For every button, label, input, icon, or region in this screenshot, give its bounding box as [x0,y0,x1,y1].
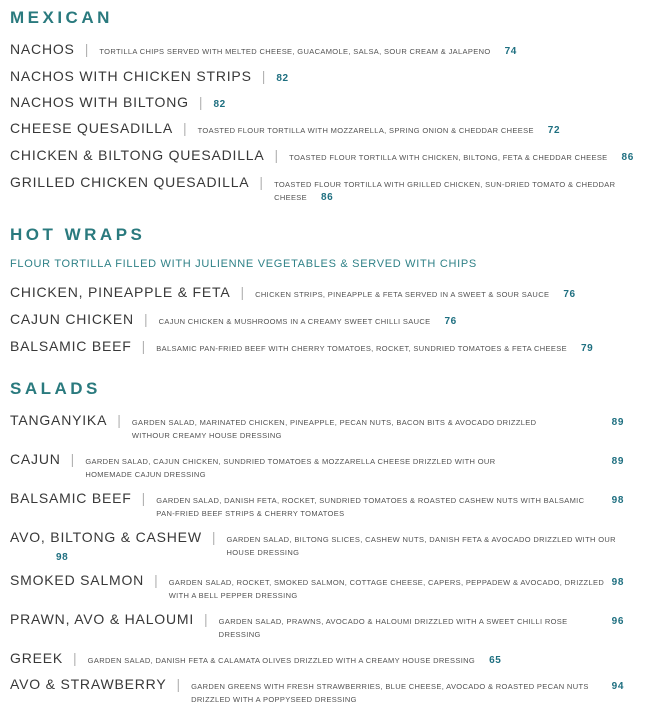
section-mexican [10,8,638,204]
section-salads [10,379,638,706]
item-name: SMOKED SALMON [10,572,145,588]
item-name: CHICKEN, PINEAPPLE & FETA [10,284,231,300]
divider-pipe: | [240,284,245,300]
item-description [226,533,638,559]
item-name: NACHOS WITH CHICKEN STRIPS [10,68,252,84]
divider-pipe: | [274,147,279,163]
item-description [132,416,577,442]
item-description-text: GARDEN SALAD, MARINATED CHICKEN, PINEAPPLE, PECAN NUTS, BACON BITS & AVOCADO DRIZZLED WITHOUR CREAMY HOUSE DRESSING [131,418,537,440]
item-description-text: TOASTED FLOUR TORTILLA WITH MOZZARELLA, SPRING ONION & CHEDDAR CHEESE [197,126,534,135]
item-description [99,45,517,58]
section-title: HOT WRAPS [10,225,146,244]
item-price: 98 [611,577,624,588]
menu-item-nachos-with-chicken-strips [10,68,638,84]
divider-pipe: | [204,611,208,627]
item-name: BALSAMIC BEEF [10,490,132,506]
section-title: MEXICAN [10,8,113,27]
item-name: CAJUN [10,451,61,467]
divider-pipe: | [141,490,146,506]
item-description-text: TOASTED FLOUR TORTILLA WITH GRILLED CHICKEN, SUN-DRIED TOMATO & CHEDDAR CHEESE [274,180,616,202]
item-price: 82 [276,73,289,84]
menu-item-nachos-with-biltong [10,94,638,110]
menu-item-grilled-chicken-quesadilla [10,174,638,204]
item-description-text: GARDEN SALAD, ROCKET, SMOKED SALMON, COTTAGE CHEESE, CAPERS, PEPPADEW & AVOCADO, DRIZZLED WITH A BELL PEPPER DRESSING [168,578,605,600]
menu-item-avo-strawberry [10,676,638,706]
item-name-column [10,530,202,563]
section-title: SALADS [10,379,101,398]
menu-item-greek [10,650,638,667]
menu-item-balsamic-beef [10,490,638,520]
item-name: TANGANYIKA [10,412,108,428]
item-name: AVO & STRAWBERRY [10,676,167,692]
divider-pipe: | [141,338,146,354]
item-description [159,315,457,328]
item-description [88,654,502,667]
item-description-text: CHICKEN STRIPS, PINEAPPLE & FETA SERVED IN A SWEET & SOUR SAUCE [255,290,550,299]
item-price: 89 [611,417,624,428]
divider-pipe: | [143,311,148,327]
item-description-text: GARDEN SALAD, BILTONG SLICES, CASHEW NUTS, DANISH FETA & AVOCADO DRIZZLED WITH OUR HOUSE DRESSING [226,535,616,557]
divider-pipe: | [183,120,187,136]
item-description [219,615,612,641]
item-description [289,151,634,164]
item-description [255,288,576,301]
item-description [191,680,612,706]
item-price: 65 [489,655,502,666]
divider-pipe: | [154,572,158,588]
item-name: CHEESE QUESADILLA [10,120,173,136]
item-description-text: CAJUN CHICKEN & MUSHROOMS IN A CREAMY SWEET CHILLI SAUCE [158,317,431,326]
item-price: 76 [444,316,457,327]
divider-pipe: | [259,174,264,190]
item-price: 79 [580,343,594,354]
item-name: GRILLED CHICKEN QUESADILLA [10,174,250,190]
menu-item-cajun [10,451,638,481]
item-price: 76 [563,289,576,300]
item-name: NACHOS [10,41,75,57]
item-description-text: GARDEN SALAD, CAJUN CHICKEN, SUNDRIED TOMATOES & MOZZARELLA CHEESE DRIZZLED WITH OUR HOMEMADE CAJUN DRESSING [85,457,496,479]
item-name: PRAWN, AVO & HALOUMI [10,611,195,627]
item-price: 98 [611,495,624,506]
divider-pipe: | [117,412,121,428]
divider-pipe: | [84,41,89,57]
menu-item-avo-biltong-cashew [10,529,638,563]
menu-item-cajun-chicken [10,311,638,328]
item-name: BALSAMIC BEEF [10,338,132,354]
menu-item-chicken-biltong-quesadilla [10,147,638,164]
item-description-text: TORTILLA CHIPS SERVED WITH MELTED CHEESE, GUACAMOLE, SALSA, SOUR CREAM & JALAPENO [99,47,491,56]
item-price: 94 [611,681,624,692]
divider-pipe: | [198,94,203,110]
item-description [156,342,593,355]
item-price: 72 [547,125,561,136]
item-description-text: GARDEN SALAD, DANISH FETA, ROCKET, SUNDRIED TOMATOES & ROASTED CASHEW NUTS WITH BALSAMIC PAN-FRIED BEEF STRIPS & CHERRY TOMATOES [156,496,585,518]
divider-pipe: | [176,676,181,692]
item-name: CHICKEN & BILTONG QUESADILLA [10,147,265,163]
section-hot-wraps [10,225,638,355]
divider-pipe: | [70,451,75,467]
item-price: 74 [504,46,517,57]
item-price: 98 [56,552,69,563]
item-price: 86 [621,152,634,163]
menu-item-nachos [10,41,638,58]
item-name: AVO, BILTONG & CASHEW [10,529,202,545]
item-description-text: GARDEN GREENS WITH FRESH STRAWBERRIES, BLUE CHEESE, AVOCADO & ROASTED PECAN NUTS DRIZZLED WITH A POPPYSEED DRESSING [191,682,589,704]
item-description [169,576,612,602]
item-price: 86 [321,192,334,203]
menu-item-cheese-quesadilla [10,120,638,137]
item-description-text: BALSAMIC PAN-FRIED BEEF WITH CHERRY TOMATOES, ROCKET, SUNDRIED TOMATOES & FETA CHEESE [156,344,567,353]
item-description [156,494,601,520]
menu-item-chicken-pineapple-feta [10,284,638,301]
item-price: 82 [213,99,226,110]
item-name: NACHOS WITH BILTONG [10,94,189,110]
item-description [274,178,638,204]
menu-item-smoked-salmon [10,572,638,602]
item-description-text: GARDEN SALAD, PRAWNS, AVOCADO & HALOUMI DRIZZLED WITH A SWEET CHILLI ROSE DRESSING [218,617,568,639]
item-price: 96 [611,616,624,627]
menu-item-balsamic-beef [10,338,638,355]
section-subtitle: FLOUR TORTILLA FILLED WITH JULIENNE VEGETABLES & SERVED WITH CHIPS [10,258,477,270]
item-price: 89 [611,456,624,467]
item-description-text: GARDEN SALAD, DANISH FETA & CALAMATA OLIVES DRIZZLED WITH A CREAMY HOUSE DRESSING [87,656,476,665]
item-description [198,124,560,137]
divider-pipe: | [261,68,266,84]
item-name: CAJUN CHICKEN [10,311,134,327]
item-name: GREEK [10,650,64,666]
divider-pipe: | [73,650,77,666]
divider-pipe: | [211,529,216,545]
item-description-text: TOASTED FLOUR TORTILLA WITH CHICKEN, BILTONG, FETA & CHEDDAR CHEESE [289,153,608,162]
menu-item-tanganyika [10,412,638,442]
item-description [85,455,530,481]
